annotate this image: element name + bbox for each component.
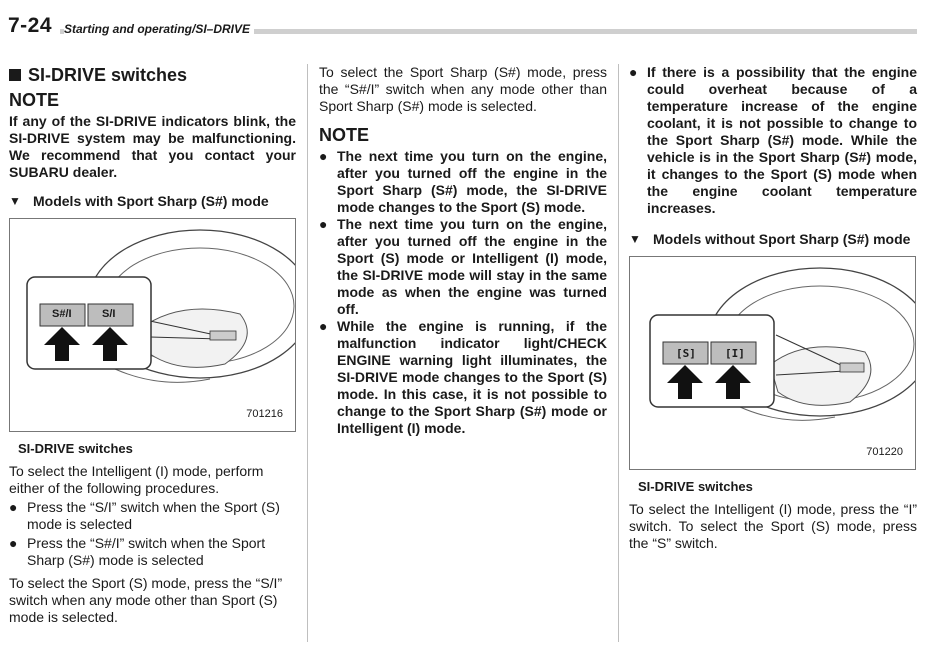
switch-label-s: [S]: [676, 347, 696, 360]
column-1: [9, 64, 296, 626]
note-title: NOTE: [319, 125, 370, 145]
bullet-dot-icon: ●: [319, 216, 328, 232]
list-item: ● If there is a possibility that the engine could overheat because of a temperature increase of the engine coolant, it is not possible to change to the Sport Sharp (S#) mode. While the vehicle is in the Sport Sharp (S#) mode, it changes to the Sport (S) mode when the engine coolant temperature increases.: [629, 64, 917, 216]
figure-si-drive-switches: [9, 218, 296, 432]
chapter-title: Starting and operating/SI–DRIVE: [64, 22, 254, 36]
section-heading: SI-DRIVE switches: [9, 64, 296, 86]
switch-label-s-sharp-i: S#/I: [52, 308, 72, 320]
note-title: NOTE: [9, 90, 60, 110]
bullet-dot-icon: ●: [9, 499, 18, 515]
sport-sharp-intro: To select the Sport Sharp (S#) mode, press the “S#/I” switch when any mode other than Sport Sharp (S#) mode is selected.: [319, 64, 607, 114]
page-number: 7-24: [8, 14, 53, 37]
bullet-dot-icon: ●: [9, 535, 18, 551]
page-header: [0, 14, 950, 44]
subheading: ▼ Models without Sport Sharp (S#) mode: [629, 231, 911, 247]
sport-mode-text: To select the Sport (S) mode, press the “S/I” switch when any mode other than Sport (S) mode is selected.: [9, 575, 283, 625]
list-item: ● While the engine is running, if the malfunction indicator light/CHECK ENGINE warning light illuminates, the SI-DRIVE mode changes to the Sport (S) mode. In this case, it is not possible to change to the Sport Sharp (S#) mode or Intelligent (I) mode.: [319, 318, 607, 436]
figure-caption: SI-DRIVE switches: [18, 441, 133, 456]
triangle-down-icon: ▼: [629, 232, 641, 246]
square-bullet-icon: [9, 69, 21, 81]
steering-wheel-illustration: [630, 257, 915, 469]
switch-label-s-i: S/I: [102, 308, 116, 320]
figure-caption: SI-DRIVE switches: [638, 479, 753, 494]
note-text: If any of the SI-DRIVE indicators blink, the SI-DRIVE system may be malfunctioning. We recommend that you contact your SUBARU dealer.: [9, 113, 296, 180]
list-item: ● Press the “S/I” switch when the Sport (S) mode is selected: [9, 499, 280, 532]
list-item: ● Press the “S#/I” switch when the Sport Sharp (S#) mode is selected: [9, 535, 266, 568]
triangle-down-icon: ▼: [9, 194, 21, 208]
switch-label-i: [I]: [725, 347, 745, 360]
column-3: [629, 64, 917, 552]
list-item: ● The next time you turn on the engine, after you turned off the engine in the Sport Sharp (S#) mode, the SI-DRIVE mode changes to the Sport (S) mode.: [319, 148, 607, 215]
bullet-dot-icon: ●: [629, 64, 638, 80]
subheading: ▼ Models with Sport Sharp (S#) mode: [9, 193, 269, 209]
figure-si-drive-switches: [629, 256, 916, 470]
figure-number: 701216: [246, 408, 283, 420]
intelligent-mode-intro: To select the Intelligent (I) mode, perform either of the following procedures.: [9, 463, 264, 496]
bullet-dot-icon: ●: [319, 318, 328, 334]
column-divider: [307, 64, 308, 642]
mode-selection-text: To select the Intelligent (I) mode, press the “I” switch. To select the Sport (S) mode, press the “S” switch.: [629, 501, 917, 551]
bullet-dot-icon: ●: [319, 148, 328, 164]
list-item: ● The next time you turn on the engine, after you turned off the engine in the Sport (S) mode or Intelligent (I) mode, the SI-DRIVE mode will stay in the same mode as when the engine was turned off.: [319, 216, 607, 317]
figure-number: 701220: [866, 446, 903, 458]
column-divider: [618, 64, 619, 642]
column-2: [319, 64, 607, 437]
steering-wheel-illustration: [10, 219, 295, 431]
